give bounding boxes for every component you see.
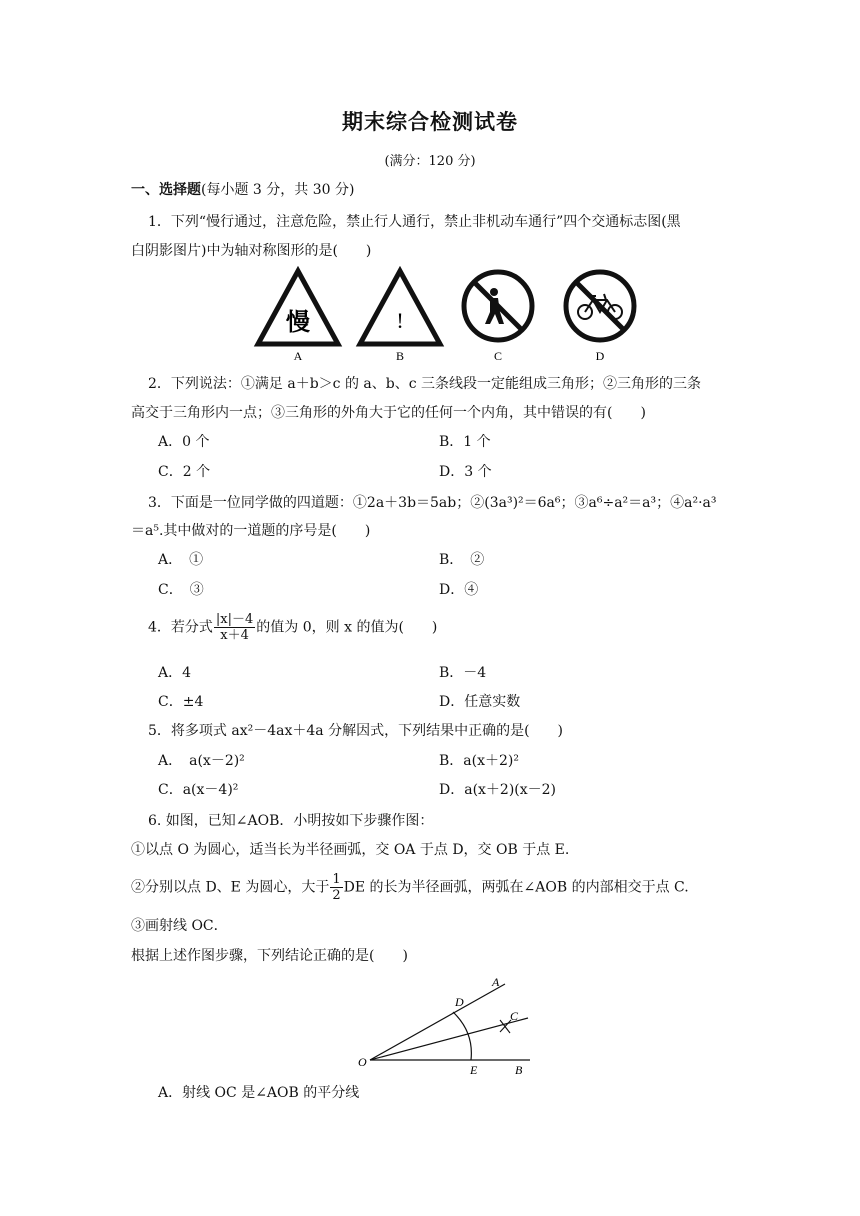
q1-line2: 白阴影图片)中为轴对称图形的是( ) [131,243,372,259]
q2-line2: 高交于三角形内一点；③三角形的外角大于它的任何一个内角，其中错误的有( ) [131,405,646,421]
q6-line1: 6. 如图，已知∠AOB．小明按如下步骤作图： [148,813,434,829]
q5-option-c: C．a(x－4)² [158,782,239,798]
page-title: 期末综合检测试卷 [342,110,518,134]
label-b: B [395,349,405,363]
sign-c-no-pedestrian [464,272,532,363]
fig-label-e: E [470,1063,478,1077]
q5-option-d: D．a(x＋2)(x－2) [439,782,557,798]
section-label: 一、选择题 [131,182,201,198]
q2-option-d: D．3 个 [439,464,492,480]
sign-b-danger [360,271,440,363]
q1-line1: 1．下列“慢行通过，注意危险，禁止行人通行，禁止非机动车通行”四个交通标志图(黑 [148,214,681,230]
label-c: C [493,349,503,363]
q2-option-b: B．1 个 [439,434,491,450]
q4-fraction [214,612,255,643]
q5-option-a: A． a(x－2)² [158,753,245,769]
q3-line2: ＝a⁵.其中做对的一道题的序号是( ) [131,523,371,539]
fig-label-o: O [358,1055,367,1069]
q2-option-c: C．2 个 [158,464,211,480]
ray-oa [370,984,505,1060]
q6-angle-figure [350,968,550,1080]
label-a: A [293,349,303,363]
page-subtitle: (满分：120 分) [384,154,476,169]
q3-option-b: B． ② [439,552,485,568]
pedestrian-icon [490,288,498,296]
q6-step2 [131,872,689,903]
q6-half-den: 2 [332,888,341,903]
q1-signs-figure [240,266,660,366]
fig-label-b: B [515,1063,523,1077]
q2-option-a: A．0 个 [158,434,210,450]
q6-half-fraction [330,872,342,903]
q4-option-d: D．任意实数 [439,694,521,710]
q6-half-num: 1 [332,872,341,887]
q3-option-c: C． ③ [158,582,204,598]
q5-option-b: B．a(x＋2)² [439,753,519,769]
q6-step2-prefix: ②分别以点 D、E 为圆心，大于 [131,879,330,896]
fig-label-a: A [492,975,500,989]
ray-oc [370,1018,528,1060]
q3-line1: 3．下面是一位同学做的四道题：①2a＋3b＝5ab；②(3a³)²＝6a⁶；③a⁶÷a²＝a³；④a²·a³ [148,495,717,511]
q4-option-a: A．4 [158,665,192,681]
sign-d-no-bicycle [566,272,634,363]
q4-prefix: 4．若分式 [148,619,213,636]
section-heading [131,180,354,200]
q6-step3: ③画射线 OC． [131,918,228,934]
q4-line [148,612,437,643]
q3-option-d: D．④ [439,582,479,598]
q2-line1: 2．下列说法：①满足 a＋b＞c 的 a、b、c 三条线段一定能组成三角形；②三角形的三条 [148,376,702,392]
sign-a-slow [258,271,338,363]
q4-numerator: |x|－4 [215,612,254,627]
q4-option-c: C．±4 [158,694,204,710]
q5-line1: 5．将多项式 ax²－4ax＋4a 分解因式，下列结果中正确的是( ) [148,723,563,739]
q6-ask: 根据上述作图步骤，下列结论正确的是( ) [131,948,408,964]
sign-b-text: ! [396,308,404,333]
q4-option-b: B．－4 [439,665,487,681]
sign-a-text: 慢 [286,310,310,336]
q6-step1: ①以点 O 为圆心，适当长为半径画弧，交 OA 于点 D，交 OB 于点 E. [131,842,570,858]
q3-option-a: A． ① [158,552,204,568]
label-d: D [595,349,605,363]
fig-label-c: C [510,1009,519,1023]
q6-option-a: A．射线 OC 是∠AOB 的平分线 [158,1085,360,1101]
q4-denominator: x＋4 [220,628,249,643]
section-note: (每小题 3 分，共 30 分) [201,182,355,198]
q6-step2-suffix: DE 的长为半径画弧，两弧在∠AOB 的内部相交于点 C. [343,879,689,896]
fig-label-d: D [455,995,464,1009]
q4-suffix: 的值为 0，则 x 的值为( ) [256,619,438,636]
